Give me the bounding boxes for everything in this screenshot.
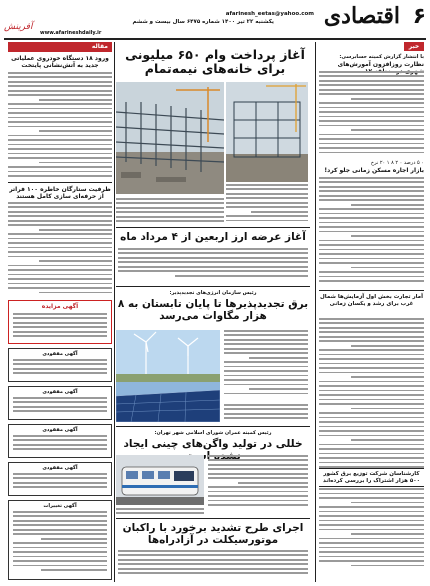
train-wagon-photo xyxy=(116,455,204,505)
fifth-story-text xyxy=(118,550,308,580)
fourth-story-text-2 xyxy=(116,508,204,516)
fourth-story-text-1 xyxy=(208,455,308,509)
second-story-rule xyxy=(116,286,310,287)
article-tag: مقاله xyxy=(8,42,112,52)
right-headline-1: نظارت روزافزون آمورش‌های xyxy=(337,61,424,68)
website: www.afarineshdaily.ir xyxy=(40,30,102,36)
classified-ad-4 xyxy=(8,462,112,496)
right-divider-1 xyxy=(319,290,424,291)
classified-ad-2-text xyxy=(13,397,107,417)
construction-photo xyxy=(116,82,224,194)
right-kicker-1: با انتشار گزارش کمیته حسابرسی: xyxy=(339,54,424,60)
left-divider-1 xyxy=(8,182,112,183)
right-text-2 xyxy=(319,177,424,287)
classified-ad-5-text xyxy=(13,511,107,577)
paper-logo: آفرینش xyxy=(4,22,33,32)
second-story-headline: آغاز عرضه ارز اربعین از ۴ مرداد ماه xyxy=(120,231,306,243)
right-text-1 xyxy=(319,71,424,156)
third-story-text-2 xyxy=(224,404,308,422)
classified-ad-5 xyxy=(8,500,112,580)
classified-ad-2 xyxy=(8,386,112,420)
second-story-text xyxy=(118,248,308,282)
fourth-story-kicker: رئیس کمیته عمران شورای اسلامی شهر تهران: xyxy=(154,430,272,436)
classified-ad-4-title: آگهی مفقودی xyxy=(42,465,78,471)
classified-ad-3 xyxy=(8,424,112,458)
fifth-story-headline: اجرای طرح تشدید برخورد با راکبان موتورسیکلت در آزادراه‌ها xyxy=(122,522,304,547)
email: afarinesh_eetas@yahoo.com xyxy=(225,11,314,17)
top-story-text-2 xyxy=(116,198,224,224)
classified-ad-5-title: آگهی تغییرات xyxy=(43,503,77,509)
wind-turbine-photo xyxy=(116,330,220,382)
third-story-kicker: رئیس سازمان انرژی‌های تجدیدپذیر: xyxy=(169,290,257,296)
classified-ad-2-title: آگهی مفقودی xyxy=(42,389,78,395)
right-pullquote: کارشناسان شرکت توزیع برق کشور ۵۰۰ هزار اشتراک را بررسی کرده‌اند xyxy=(319,468,424,487)
right-kicker-2: ۰ ۵ درصد ۰ ۲ ۸ ۱ ۲۰ نرخ xyxy=(370,160,424,166)
classified-block-1 xyxy=(8,300,112,344)
left-headline-2: ظرفیت ستارگان خاطره ۱۰۰ فراتر از حرفه‌ای سازی کامل هستند xyxy=(9,186,111,201)
fourth-story-headline: خللی در تولید واگن‌های چینی ایجاد xyxy=(123,438,303,450)
third-story-text-1 xyxy=(224,330,308,400)
solar-panel-photo xyxy=(116,382,220,422)
third-story-rule xyxy=(116,426,310,427)
news-tag: خبر xyxy=(404,42,424,51)
issue-line: یکشنبه ۲۲ تیر ۱۴۰۰ شماره ۶۴۷۵ سال بیست و ششم xyxy=(132,19,274,25)
fourth-story-rule xyxy=(116,518,310,519)
right-text-3 xyxy=(319,318,424,578)
masthead-rule xyxy=(4,38,426,40)
top-story-headline: آغاز پرداخت وام ۶۵۰ میلیونی برای خانه‌های نیمه‌تمام xyxy=(125,47,305,77)
masthead xyxy=(0,0,430,38)
classified-ad-4-text xyxy=(13,473,107,493)
ad-title: آگهی مزایده xyxy=(41,303,79,310)
classified-ad-1-title: آگهی مفقودی xyxy=(42,351,78,357)
section-logo: اقتصادی xyxy=(323,3,400,29)
top-story-rule xyxy=(116,227,310,228)
left-headline-1: ورود ۱۸ دستگاه خودروی عملیاتی جدید به آتش‌نشانی پایتخت xyxy=(11,55,109,70)
right-headline-3: آمار تجارت بخش اول آزمایش‌ها شمال غرب برای رشد و یکسان زمانی xyxy=(320,294,423,307)
building-frame-photo xyxy=(226,82,308,182)
classified-ad-1-text xyxy=(13,359,107,379)
ad-title-text xyxy=(13,313,107,341)
left-text-2 xyxy=(8,202,112,298)
top-story-text-1 xyxy=(226,184,308,224)
classified-ad-3-title: آگهی مفقودی xyxy=(42,427,78,433)
left-text-1 xyxy=(8,72,112,180)
page-number: ۶ xyxy=(412,4,426,29)
third-story-headline: برق تجدیدپذیرها تا پایان تابستان به ۸ هزار مگاوات می‌رسد xyxy=(117,298,309,323)
column-rule-left xyxy=(114,42,115,582)
classified-ad-1 xyxy=(8,348,112,382)
column-rule-right xyxy=(315,42,316,582)
right-headline-2: بازار اجاره مسکن زمانی جلو کرد! xyxy=(324,167,424,174)
classified-ad-3-text xyxy=(13,435,107,455)
